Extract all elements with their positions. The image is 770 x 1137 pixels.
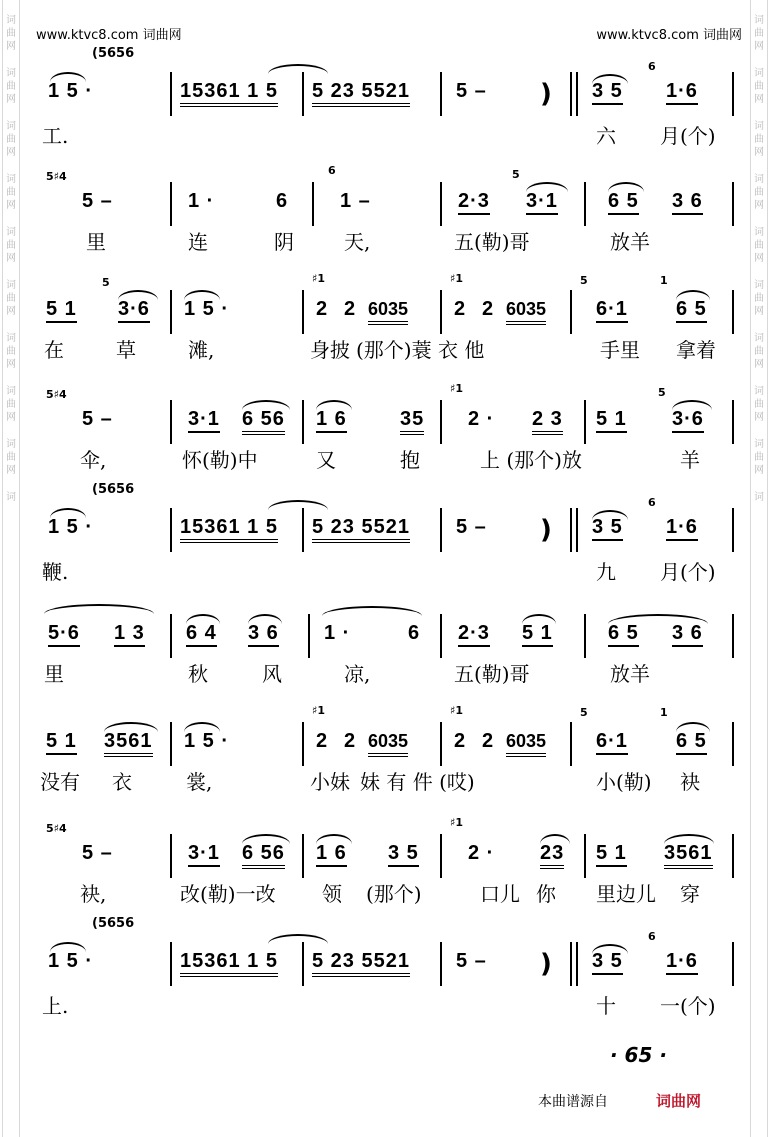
- note-group: 3 6: [248, 622, 279, 647]
- watermark-char: 网: [754, 359, 764, 370]
- lyric: 改(勒)一改: [180, 882, 276, 906]
- watermark-char: 词: [6, 439, 16, 450]
- note-group: 1 5 ·: [184, 730, 230, 752]
- lyric: 放羊: [610, 230, 650, 254]
- watermark-char: 曲: [754, 240, 764, 251]
- lyric: 里边儿: [596, 882, 656, 906]
- note-group: 2: [454, 298, 467, 320]
- note-group: 6 56: [242, 842, 285, 869]
- watermark-char: 曲: [6, 240, 16, 251]
- header-site-right: www.ktvc8.com 词曲网: [596, 28, 742, 43]
- note-group: 5 –: [82, 408, 113, 430]
- lyric: 鞭.: [42, 560, 69, 584]
- note-group: 5 1: [596, 408, 627, 433]
- watermark-char: 曲: [6, 399, 16, 410]
- watermark-char: 网: [6, 253, 16, 264]
- note-group: 6: [408, 622, 421, 644]
- note-group: 15361 1 5: [180, 950, 278, 977]
- watermark-char: 词: [754, 492, 764, 503]
- score-system-2: 5♯4 5 – 1 · 6 6 1 – 2·3 5 3·1 6 5 3 6 里 连 阴 天, 五(勒)哥 放羊: [40, 160, 740, 260]
- watermark-char: 词: [6, 386, 16, 397]
- lyric: 六: [596, 124, 616, 148]
- watermark-char: 曲: [754, 452, 764, 463]
- score-system-8: 5♯4 5 – 3·1 6 56 1 6 3 5 ♯1 2 · 23 5 1 3561 袂, 改(勒)一改 领 (那个) 口儿 你 里边儿 穿: [40, 812, 740, 912]
- note-group: 3·1: [526, 190, 558, 215]
- note-group: 5 –: [82, 842, 113, 864]
- note-group: 3·6: [118, 298, 150, 323]
- watermark-char: 网: [754, 41, 764, 52]
- footer-brand-link[interactable]: 词曲网: [656, 1092, 702, 1110]
- score-system-4: 5♯4 5 – 3·1 6 56 1 6 35 ♯1 2 · 2 3 5 1 5 3·6 伞, 怀(勒)中 又 抱 上 (那个)放 羊: [40, 378, 740, 478]
- note-group: 1·6: [666, 950, 698, 975]
- watermark-char: 网: [754, 306, 764, 317]
- lyric: 在: [44, 338, 64, 362]
- lyric: 手里: [600, 338, 640, 362]
- note-group: 3 5: [592, 516, 623, 541]
- watermark-char: 网: [754, 412, 764, 423]
- lyric: 十: [596, 994, 616, 1018]
- lyric: 五(勒)哥: [454, 230, 530, 254]
- lyric: 裳,: [186, 770, 213, 794]
- lyric: 五(勒)哥: [454, 662, 530, 686]
- lyric: 天,: [344, 230, 371, 254]
- note-group: 5 –: [456, 950, 487, 972]
- lyric: 月(个): [660, 560, 716, 584]
- note-group: 3 6: [672, 190, 703, 215]
- note-group: 5 1: [596, 842, 627, 867]
- watermark-char: 曲: [754, 187, 764, 198]
- watermark-char: 词: [754, 227, 764, 238]
- note-group: 1 5 ·: [48, 516, 94, 538]
- watermark-char: 词: [754, 174, 764, 185]
- note-group: 2: [316, 730, 329, 752]
- note-group: 6 5: [676, 298, 707, 323]
- note-group: 23: [540, 842, 564, 869]
- lyric: 袂,: [80, 882, 107, 906]
- note-group: 1 –: [340, 190, 371, 212]
- watermark-char: 词: [6, 15, 16, 26]
- lyric: 小妹: [310, 770, 350, 794]
- note-group: 35: [400, 408, 424, 435]
- intro-label: (5656: [92, 482, 135, 497]
- note-group: 6·1: [596, 298, 628, 323]
- lyric: 风: [262, 662, 282, 686]
- score-system-1: (5656 1 5 · 15361 1 5 5 23 5521 5 – ) 3 5 6 1·6 工. 六 月(个): [40, 50, 740, 150]
- watermark-char: 词: [754, 121, 764, 132]
- lyric: 工.: [42, 124, 69, 148]
- watermark-char: 曲: [754, 28, 764, 39]
- note-group: 2 ·: [468, 408, 495, 430]
- note-group: 2: [344, 730, 357, 752]
- watermark-char: 网: [754, 200, 764, 211]
- note-group: 5 23 5521: [312, 516, 410, 543]
- note-group: 5 23 5521: [312, 80, 410, 107]
- lyric: 没有: [40, 770, 80, 794]
- lyric: 凉,: [344, 662, 371, 686]
- lyric: 伞,: [80, 448, 107, 472]
- lyric: 里: [86, 230, 106, 254]
- score-system-5: (5656 1 5 · 15361 1 5 5 23 5521 5 – ) 3 5 6 1·6 鞭. 九 月(个): [40, 486, 740, 586]
- watermark-char: 曲: [6, 187, 16, 198]
- lyric: 上.: [42, 994, 69, 1018]
- watermark-char: 曲: [754, 81, 764, 92]
- lyric: 月(个): [660, 124, 716, 148]
- note-group: 5 –: [82, 190, 113, 212]
- watermark-char: 词: [6, 121, 16, 132]
- lyric: 小(勒): [596, 770, 652, 794]
- lyric: 领: [322, 882, 342, 906]
- note-group: 3·6: [672, 408, 704, 433]
- intro-label: (5656: [92, 46, 135, 61]
- watermark-char: 网: [6, 147, 16, 158]
- watermark-char: 词: [754, 439, 764, 450]
- watermark-char: 曲: [6, 81, 16, 92]
- note-group: 5 1: [522, 622, 553, 647]
- watermark-char: 词: [6, 68, 16, 79]
- lyric: 草: [116, 338, 136, 362]
- watermark-char: 词: [754, 386, 764, 397]
- watermark-char: 曲: [6, 293, 16, 304]
- watermark-char: 词: [754, 333, 764, 344]
- watermark-char: 曲: [754, 134, 764, 145]
- lyric: 怀(勒)中: [182, 448, 258, 472]
- note-group: 2: [316, 298, 329, 320]
- note-group: 2 ·: [468, 842, 495, 864]
- note-group: 6 56: [242, 408, 285, 435]
- note-group: 3·1: [188, 408, 220, 433]
- watermark-char: 词: [6, 492, 16, 503]
- watermark-char: 网: [754, 253, 764, 264]
- note-group: 3561: [664, 842, 713, 869]
- lyric: 九: [596, 560, 616, 584]
- lyric: 里: [44, 662, 64, 686]
- watermark-char: 网: [754, 465, 764, 476]
- note-group: 5·6: [48, 622, 80, 647]
- lyric: 羊: [680, 448, 700, 472]
- watermark-char: 网: [754, 147, 764, 158]
- note-group: 15361 1 5: [180, 80, 278, 107]
- note-group: 6 5: [676, 730, 707, 755]
- lyric: 放羊: [610, 662, 650, 686]
- watermark-char: 词: [6, 227, 16, 238]
- left-watermark-strip: [2, 0, 20, 1137]
- note-group: 1 5 ·: [48, 950, 94, 972]
- watermark-char: 曲: [754, 293, 764, 304]
- note-group: 6 5: [608, 190, 639, 215]
- watermark-char: 词: [754, 68, 764, 79]
- lyric: 衣: [112, 770, 132, 794]
- score-system-7: 5 1 3561 1 5 · ♯1 2 2 6035 ♯1 2 2 6035 5 6·1 1 6 5 没有 衣 裳, 小妹 妹 有 件 (哎) 小(勒) 袂: [40, 700, 740, 800]
- note-group: 1 ·: [188, 190, 215, 212]
- watermark-char: 词: [754, 280, 764, 291]
- watermark-char: 网: [6, 306, 16, 317]
- lyric: 你: [536, 882, 556, 906]
- score-system-6: [40, 592, 740, 692]
- note-group: 6 5: [608, 622, 639, 647]
- note-group: 1·6: [666, 516, 698, 541]
- note-group: 6: [276, 190, 289, 212]
- watermark-char: 词: [754, 15, 764, 26]
- note-group: 6 4: [186, 622, 217, 647]
- watermark-char: 网: [6, 412, 16, 423]
- note-group: 5 1: [46, 298, 77, 323]
- note-group: 5 –: [456, 80, 487, 102]
- note-group: 3 5: [592, 950, 623, 975]
- page-number: · 65 ·: [610, 1043, 667, 1067]
- watermark-char: 网: [6, 465, 16, 476]
- note-group: 3 5: [592, 80, 623, 105]
- note-group: 6·1: [596, 730, 628, 755]
- watermark-char: 曲: [6, 346, 16, 357]
- lyric: 身披: [310, 338, 350, 362]
- lyric: 穿: [680, 882, 700, 906]
- note-group: 2: [344, 298, 357, 320]
- lyric: 妹 有 件 (哎): [360, 770, 475, 794]
- watermark-char: 词: [6, 333, 16, 344]
- right-watermark-strip: [750, 0, 768, 1137]
- watermark-char: 曲: [6, 134, 16, 145]
- lyric: 袂: [680, 770, 700, 794]
- note-group: 3 6: [672, 622, 703, 647]
- note-group: 6035: [368, 730, 408, 757]
- note-group: 5 23 5521: [312, 950, 410, 977]
- score-system-3: 5 1 5 3·6 1 5 · ♯1 2 2 6035 ♯1 2 2 6035 5 6·1 1 6 5 在 草 滩, 身披 (那个)蓑 衣 他 手里 拿着: [40, 268, 740, 368]
- lyric: 阴: [274, 230, 294, 254]
- watermark-char: 网: [6, 94, 16, 105]
- note-group: 5 –: [456, 516, 487, 538]
- watermark-char: 词: [6, 174, 16, 185]
- note-group: 1·6: [666, 80, 698, 105]
- watermark-char: 网: [6, 41, 16, 52]
- note-group: 1 ·: [324, 622, 351, 644]
- watermark-char: 网: [6, 200, 16, 211]
- lyric: 抱: [400, 448, 420, 472]
- note-group: 6035: [368, 298, 408, 325]
- footer-source: [538, 1090, 701, 1111]
- note-group: 6035: [506, 298, 546, 325]
- watermark-char: 曲: [6, 452, 16, 463]
- note-group: 3 5: [388, 842, 419, 867]
- lyric: 滩,: [188, 338, 215, 362]
- note-group: 2·3: [458, 622, 490, 647]
- note-group: 2: [482, 730, 495, 752]
- note-group: 2: [482, 298, 495, 320]
- note-group: 2·3: [458, 190, 490, 215]
- lyric: (那个)蓑 衣 他: [356, 338, 485, 362]
- note-group: 5 1: [46, 730, 77, 755]
- note-group: 3·1: [188, 842, 220, 867]
- watermark-char: 词: [6, 280, 16, 291]
- note-group: 1 6: [316, 842, 347, 867]
- intro-label: (5656: [92, 916, 135, 931]
- note-group: 1 3: [114, 622, 145, 647]
- header-site-left: www.ktvc8.com 词曲网: [36, 28, 182, 43]
- note-group: 1 5 ·: [184, 298, 230, 320]
- watermark-char: 曲: [754, 399, 764, 410]
- note-group: 2: [454, 730, 467, 752]
- lyric: 拿着: [676, 338, 716, 362]
- lyric: 秋: [188, 662, 208, 686]
- note-group: 3561: [104, 730, 153, 757]
- watermark-char: 网: [754, 94, 764, 105]
- watermark-char: 网: [6, 359, 16, 370]
- lyric: 口儿: [480, 882, 520, 906]
- lyric: 上 (那个)放: [480, 448, 582, 472]
- note-group: 15361 1 5: [180, 516, 278, 543]
- note-group: 2 3: [532, 408, 563, 435]
- note-group: 1 5 ·: [48, 80, 94, 102]
- lyric: 又: [316, 448, 336, 472]
- lyric: 连: [188, 230, 208, 254]
- footer-source-text: 本曲谱源自: [538, 1094, 608, 1110]
- score-system-9: (5656 1 5 · 15361 1 5 5 23 5521 5 – ) 3 5 6 1·6 上. 十 一(个): [40, 920, 740, 1020]
- watermark-char: 曲: [754, 346, 764, 357]
- note-group: 1 6: [316, 408, 347, 433]
- watermark-char: 曲: [6, 28, 16, 39]
- lyric: 一(个): [660, 994, 716, 1018]
- lyric: (那个): [366, 882, 422, 906]
- note-group: 6035: [506, 730, 546, 757]
